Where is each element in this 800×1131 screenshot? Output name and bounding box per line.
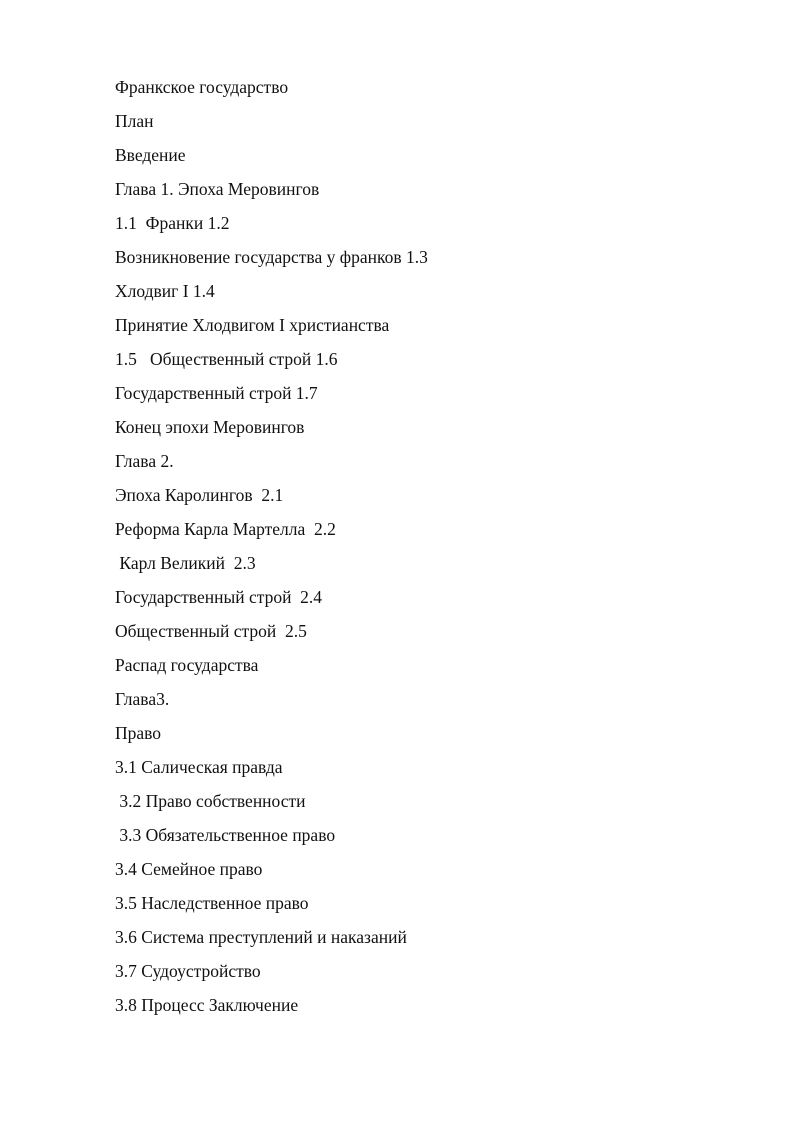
toc-line: Реформа Карла Мартелла 2.2 (115, 519, 336, 539)
toc-line: Государственный строй 1.7 (115, 383, 318, 403)
plan-heading: План (115, 111, 154, 131)
toc-line: 3.5 Наследственное право (115, 893, 309, 913)
toc-line: 3.7 Судоустройство (115, 961, 261, 981)
toc-line: Конец эпохи Меровингов (115, 417, 305, 437)
toc-line: Карл Великий 2.3 (115, 553, 256, 573)
toc-line: 1.1 Франки 1.2 (115, 213, 230, 233)
toc-line: Возникновение государства у франков 1.3 (115, 247, 428, 267)
toc-line: Общественный строй 2.5 (115, 621, 307, 641)
doc-title: Франкское государство (115, 77, 289, 97)
toc-line: 3.4 Семейное право (115, 859, 263, 879)
toc-line: Глава3. (115, 689, 170, 709)
toc-line: Право (115, 723, 162, 743)
toc-line: Эпоха Каролингов 2.1 (115, 485, 284, 505)
toc-line: 3.8 Процесс Заключение (115, 995, 299, 1015)
toc-line: Глава 2. (115, 451, 174, 471)
toc-line: Введение (115, 145, 186, 165)
toc-line: 1.5 Общественный строй 1.6 (115, 349, 338, 369)
toc-line: 3.3 Обязательственное право (115, 825, 336, 845)
toc-line: 3.2 Право собственности (115, 791, 306, 811)
table-of-contents (115, 75, 428, 1027)
toc-line: 3.1 Салическая правда (115, 757, 283, 777)
toc-line: Принятие Хлодвигом I христианства (115, 315, 390, 335)
toc-line: Государственный строй 2.4 (115, 587, 323, 607)
toc-line: Распад государства (115, 655, 259, 675)
toc-line: Хлодвиг I 1.4 (115, 281, 215, 301)
toc-line: Глава 1. Эпоха Меровингов (115, 179, 320, 199)
toc-line: 3.6 Система преступлений и наказаний (115, 927, 407, 947)
